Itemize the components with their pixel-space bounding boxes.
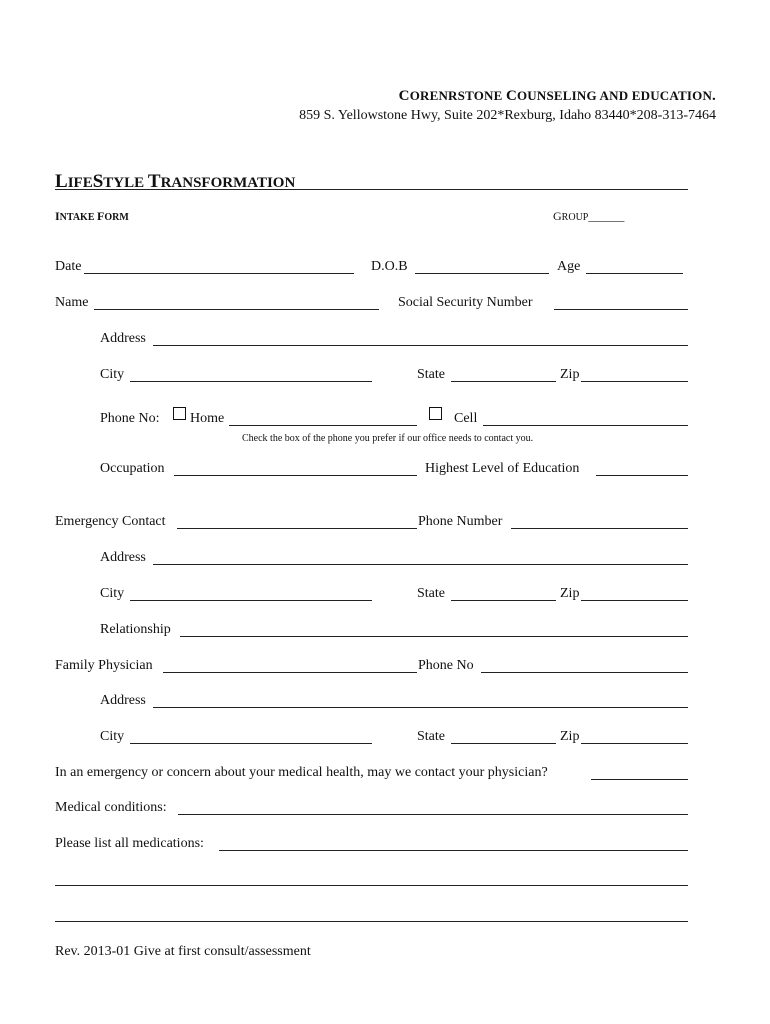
emergency-phone-label: Phone Number [418,514,503,529]
home-label: Home [190,411,225,426]
address-field[interactable] [153,345,688,346]
city-label: City [100,367,125,382]
emergency-zip-label: Zip [560,586,580,601]
family-physician-label: Family Physician [55,658,153,673]
occupation-field[interactable] [174,475,417,476]
emergency-city-field[interactable] [130,600,372,601]
physician-question-label: In an emergency or concern about your medical health, may we contact your physician? [55,765,548,780]
city-field[interactable] [130,381,372,382]
ssn-field[interactable] [554,309,688,310]
dob-field[interactable] [415,273,549,274]
physician-question-field[interactable] [591,779,688,780]
intake-form-label: INTAKE FORM [55,209,129,223]
age-field[interactable] [586,273,683,274]
physician-address-field[interactable] [153,707,688,708]
physician-address-label: Address [100,693,146,708]
physician-phone-label: Phone No [418,658,474,673]
physician-state-field[interactable] [451,743,556,744]
emergency-zip-field[interactable] [581,600,688,601]
name-label: Name [55,295,89,310]
revision-note: Rev. 2013-01 Give at first consult/assessment [55,944,311,959]
state-label: State [417,367,445,382]
date-label: Date [55,259,82,274]
physician-phone-field[interactable] [481,672,688,673]
emergency-phone-field[interactable] [511,528,688,529]
physician-zip-field[interactable] [581,743,688,744]
ssn-label: Social Security Number [398,295,533,310]
medical-conditions-label: Medical conditions: [55,800,167,815]
physician-zip-label: Zip [560,729,580,744]
medical-conditions-field[interactable] [178,814,688,815]
phone-note: Check the box of the phone you prefer if our office needs to contact you. [242,433,534,444]
cell-phone-field[interactable] [483,425,688,426]
phone-no-label: Phone No: [100,411,160,426]
education-field[interactable] [596,475,688,476]
title-underline [55,189,688,190]
home-phone-field[interactable] [229,425,417,426]
zip-field[interactable] [581,381,688,382]
relationship-field[interactable] [180,636,688,637]
form-title: LIFESTYLE TRANSFORMATION [55,171,296,192]
group-label: GROUP______ [553,209,625,223]
medications-field-line-3[interactable] [55,921,688,922]
emergency-state-field[interactable] [451,600,556,601]
zip-label: Zip [560,367,580,382]
education-label: Highest Level of Education [425,461,580,476]
emergency-contact-label: Emergency Contact [55,514,166,529]
medications-field[interactable] [219,850,688,851]
state-field[interactable] [451,381,556,382]
medications-field-line-2[interactable] [55,885,688,886]
physician-city-label: City [100,729,125,744]
dob-label: D.O.B [371,259,408,274]
cell-phone-checkbox[interactable] [429,407,442,420]
name-field[interactable] [94,309,379,310]
emergency-address-field[interactable] [153,564,688,565]
home-phone-checkbox[interactable] [173,407,186,420]
emergency-state-label: State [417,586,445,601]
org-address: 859 S. Yellowstone Hwy, Suite 202*Rexburg, Idaho 83440*208-313-7464 [299,108,716,123]
physician-city-field[interactable] [130,743,372,744]
medications-label: Please list all medications: [55,836,204,851]
family-physician-field[interactable] [163,672,417,673]
org-name: CORENRSTONE COUNSELING AND EDUCATION. [398,88,716,104]
age-label: Age [557,259,581,274]
date-field[interactable] [84,273,354,274]
physician-state-label: State [417,729,445,744]
address-label: Address [100,331,146,346]
emergency-address-label: Address [100,550,146,565]
emergency-city-label: City [100,586,125,601]
cell-label: Cell [454,411,478,426]
relationship-label: Relationship [100,622,171,637]
emergency-contact-field[interactable] [177,528,417,529]
occupation-label: Occupation [100,461,165,476]
